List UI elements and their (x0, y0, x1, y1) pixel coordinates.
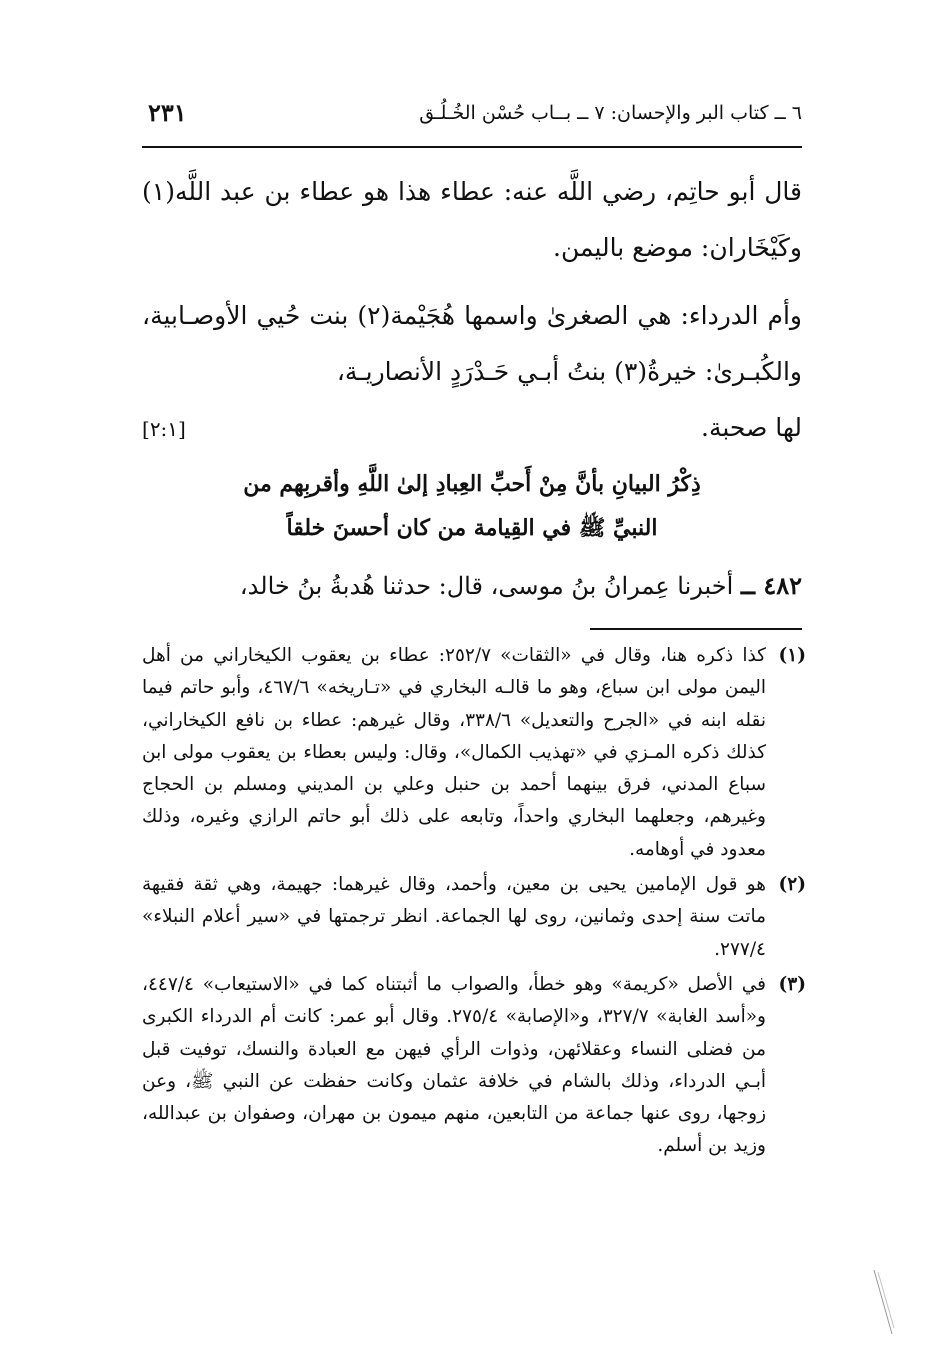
hadith-opening (142, 566, 802, 606)
paragraph-umm-darda: وأم الدرداء: هي الصغرىٰ واسمها هُجَيْمة(٢) بنت حُيي الأوصـابية، والكُبـرىٰ: خيرةُ(٣) بنتُ أبـي حَـدْرَدٍ الأنصاريـة، (142, 301, 803, 386)
footnote-text: في الأصل «كريمة» وهو خطأ، والصواب ما أثبتناه كما في «الاستيعاب» ٤٤٧/٤، و«أسد الغابة» ٣٢٧/٧، و«الإصابة» ٢٧٥/٤. وقال أبو عمر: كانت أم الدرداء الكبرى من فضلى النساء وعقلائهن، وذوات الرأي فيهن مع العبادة والنسك، توفيت قبل أبـي الدرداء، وذلك بالشام في خلافة عثمان وكانت حفظت عن النبي ﷺ، وعن زوجها، روى عنها جماعة من التابعين، منهم ميمون بن مهران، وصفوان بن عبدالله، وزيد بن أسلم. (142, 973, 766, 1157)
main-text (142, 164, 802, 457)
footnote-marker: (٣) (778, 973, 806, 995)
hadith-reference: [٢:١] (142, 417, 186, 441)
footnote-divider (590, 628, 802, 630)
running-title: ٦ ــ كتاب البر والإحسان: ٧ ــ بــاب حُسْن الخُـلُـق (419, 102, 802, 124)
section-heading-line-2: النبيِّ ﷺ في القِيامة من كان أحسنَ خلقاً (286, 515, 658, 541)
paragraph-commentary: قال أبو حاتِم، رضي اللَّه عنه: عطاء هذا هو عطاء بن عبد اللَّه(١) وكَيْخَاران: موضع باليمن. (142, 177, 802, 262)
footnote-item (142, 640, 806, 866)
footnote-marker: (٢) (778, 874, 806, 896)
footnote-marker: (١) (778, 645, 806, 666)
paragraph-end-text: لها صحبة. (701, 413, 802, 442)
paragraph-end-line (142, 400, 802, 457)
header-divider (142, 146, 802, 148)
section-heading (142, 462, 802, 550)
footnotes (142, 640, 806, 1166)
footnote-item (142, 869, 806, 966)
paragraph-spacer (142, 276, 802, 288)
footnote-text: هو قول الإمامين يحيى بن معين، وأحمد، وقال غيرهما: جهيمة، وهي ثقة فقيهة ماتت سنة إحدى وثمانين، روى لها الجماعة. انظر ترجمتها في «سير أعلام النبلاء» ٢٧٧/٤. (142, 874, 766, 960)
page-header (142, 96, 802, 144)
hadith-number: ٤٨٢ ــ (740, 571, 802, 600)
section-heading-line-1: ذِكْرُ البيانِ بأنَّ مِنْ أَحبِّ العِبادِ إلىٰ اللَّهِ وأقربِهم من (243, 471, 701, 497)
scan-scratch-mark (872, 1268, 896, 1338)
footnote-item (142, 969, 806, 1163)
page-number: ٢٣١ (148, 98, 187, 127)
footnote-text: كذا ذكره هنا، وقال في «الثقات» ٢٥٢/٧: عطاء بن يعقوب الكيخاراني من أهل اليمن مولى ابن سباع، وهو ما قالـه البخاري في «تـاريخه» ٤٦٧/٦، وأبو حاتم فيما نقله ابنه في «الجرح والتعديل» ٣٣٨/٦، وقال غيرهم: عطاء بن نافع الكيخاراني، كذلك ذكره المـزي في «تهذيب الكمال»، وقال: وليس بعطاء بن يعقوب مولى ابن سباع المدني، فرق بينهما أحمد بن حنبل وعلي بن المديني ومسلم بن الحجاج وغيرهم، وجعلهما البخاري واحداً، وتابعه على ذلك أبو حاتم الرازي وغيره، وذلك معدود في أوهامه. (142, 645, 766, 860)
hadith-chain: أخبرنا عِمرانُ بنُ موسى، قال: حدثنا هُدبةُ بنُ خالد، (239, 572, 734, 600)
